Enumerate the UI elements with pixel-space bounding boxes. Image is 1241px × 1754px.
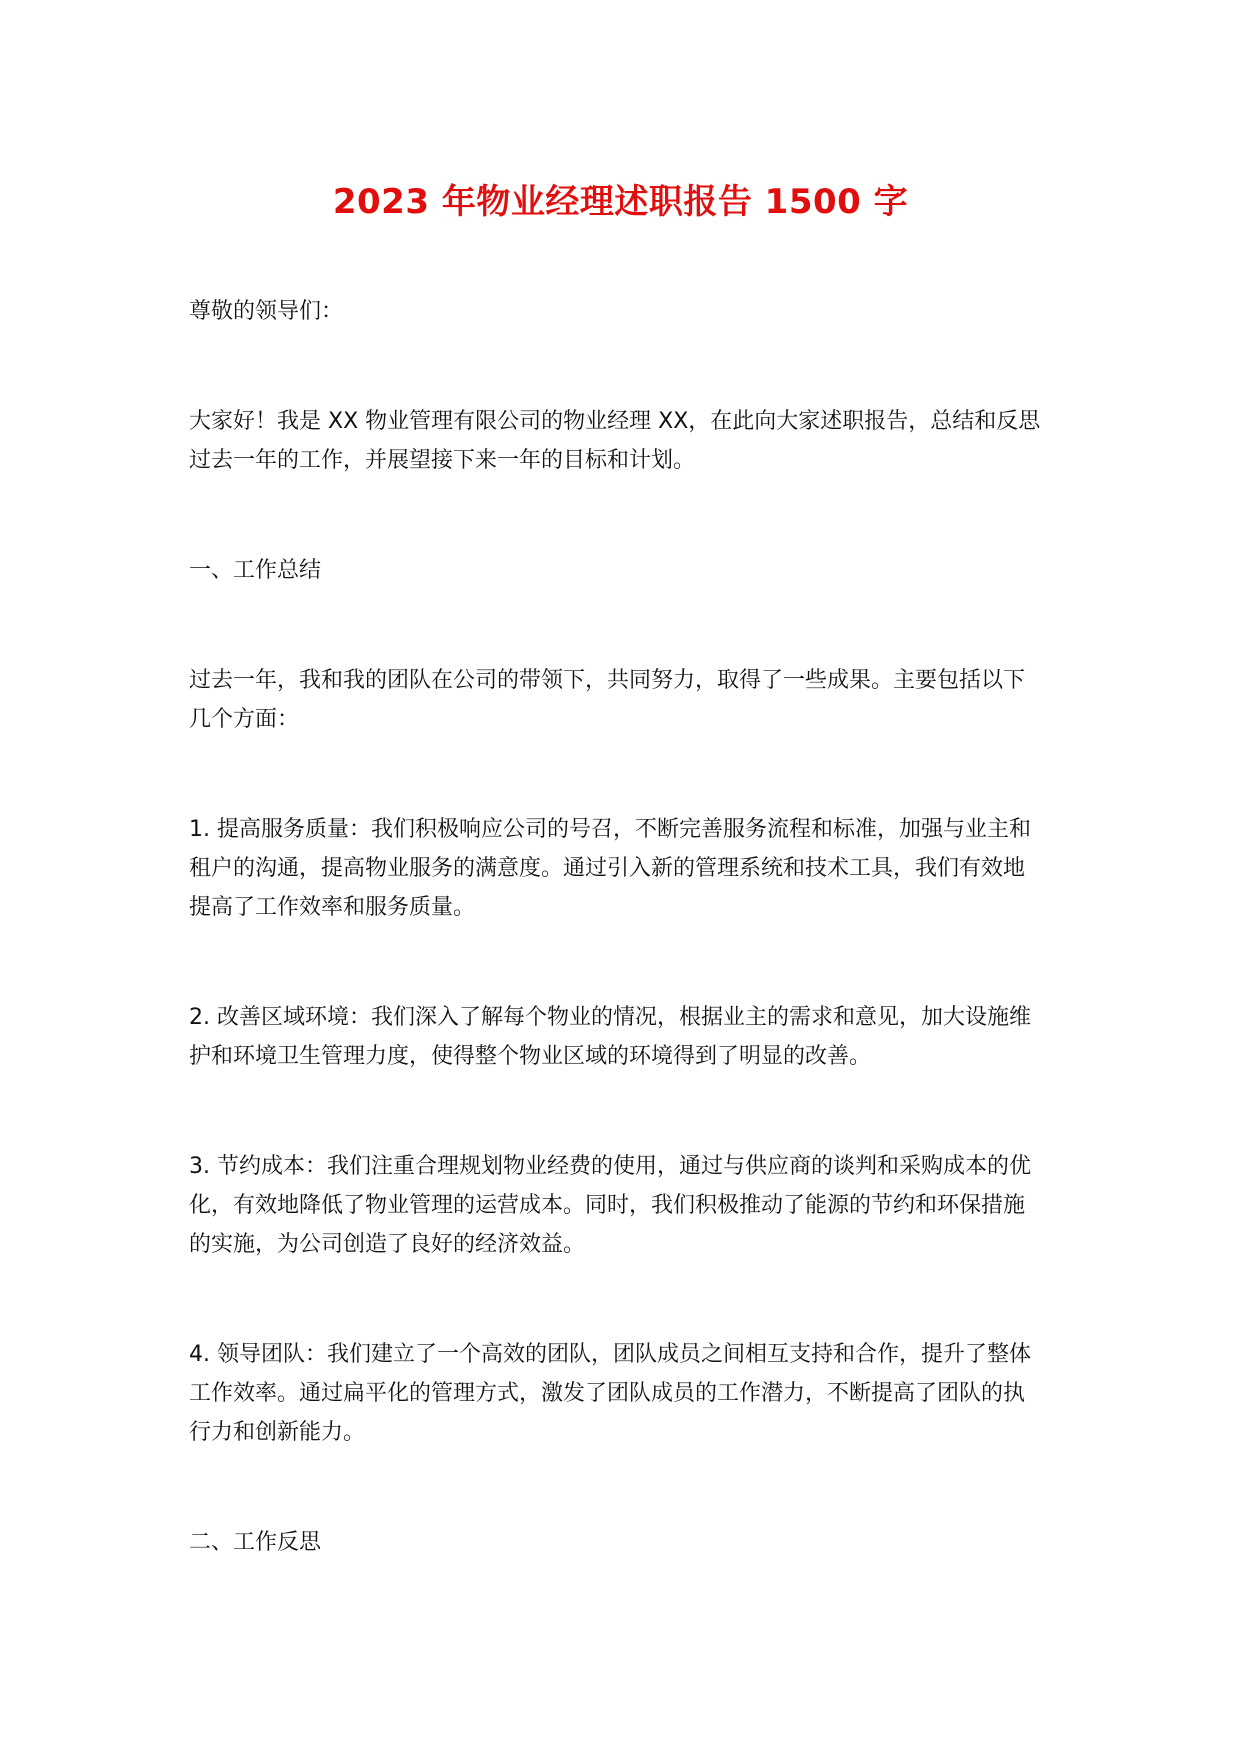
list-item-cost-saving: 3. 节约成本：我们注重合理规划物业经费的使用，通过与供应商的谈判和采购成本的优化，有效地降低了物业管理的运营成本。同时，我们积极推动了能源的节约和环保措施的实施，为公司创造了良好的经济效益。 (189, 1154, 1031, 1257)
document-title: 2023 年物业经理述职报告 1500 字 (332, 182, 909, 222)
intro-paragraph: 大家好！我是 XX 物业管理有限公司的物业经理 XX，在此向大家述职报告，总结和反思过去一年的工作，并展望接下来一年的目标和计划。 (189, 409, 1041, 473)
salutation: 尊敬的领导们： (189, 299, 344, 324)
section-heading-reflection: 二、工作反思 (189, 1530, 322, 1555)
section-heading-summary: 一、工作总结 (189, 558, 322, 583)
list-item-environment: 2. 改善区域环境：我们深入了解每个物业的情况，根据业主的需求和意见，加大设施维护和环境卫生管理力度，使得整个物业区域的环境得到了明显的改善。 (189, 1005, 1031, 1069)
summary-paragraph: 过去一年，我和我的团队在公司的带领下，共同努力，取得了一些成果。主要包括以下几个方面： (189, 668, 1026, 732)
list-item-service-quality: 1. 提高服务质量：我们积极响应公司的号召，不断完善服务流程和标准，加强与业主和租户的沟通，提高物业服务的满意度。通过引入新的管理系统和技术工具，我们有效地提高了工作效率和服务质量。 (189, 817, 1031, 920)
list-item-team-leadership: 4. 领导团队：我们建立了一个高效的团队，团队成员之间相互支持和合作，提升了整体工作效率。通过扁平化的管理方式，激发了团队成员的工作潜力，不断提高了团队的执行力和创新能力。 (189, 1342, 1031, 1445)
